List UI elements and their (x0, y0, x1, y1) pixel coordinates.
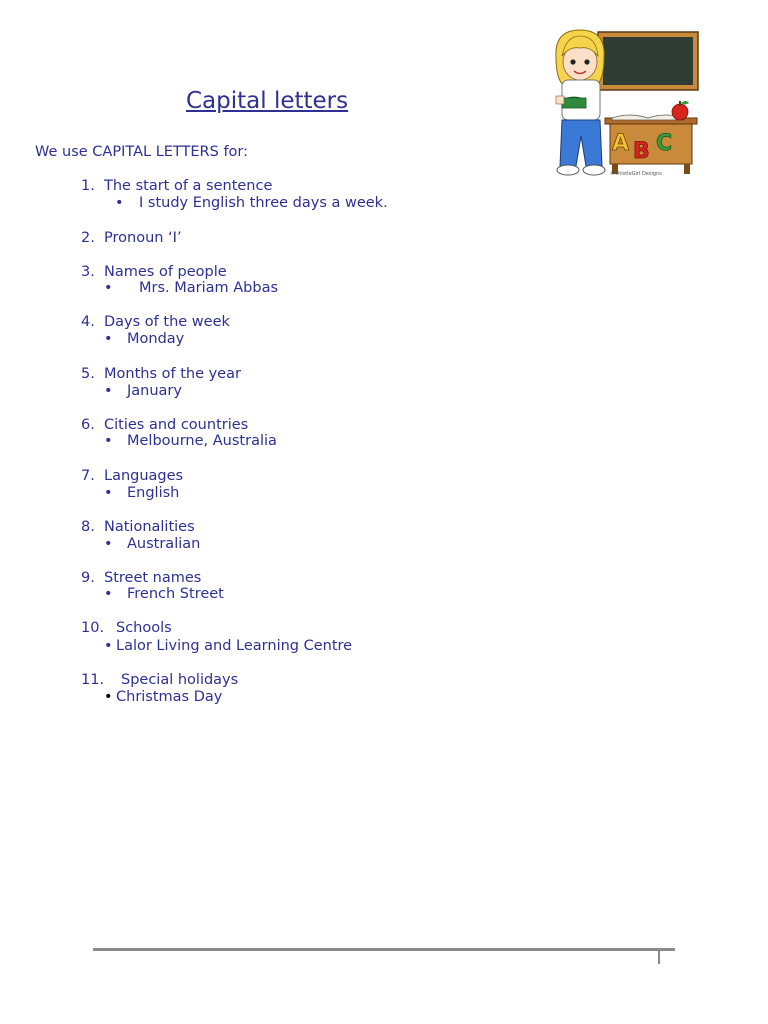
example-text: January (127, 383, 182, 399)
example-text: Melbourne, Australia (127, 433, 277, 449)
item-label: Special holidays (121, 672, 239, 688)
item-number: 8. (81, 519, 95, 535)
item-label: Street names (104, 570, 202, 586)
list-item-2 (81, 229, 182, 247)
example-8 (104, 535, 200, 553)
example-5 (104, 382, 182, 400)
item-number: 1. (81, 178, 95, 194)
item-number: 11. (81, 672, 105, 688)
item-number: 2. (81, 230, 95, 246)
example-text: Australian (127, 536, 201, 552)
item-number: 3. (81, 264, 95, 280)
bullet-icon: • (104, 586, 113, 602)
footer-rule (93, 948, 675, 951)
item-label: Schools (116, 620, 172, 636)
bullet-icon: • (104, 689, 113, 705)
example-4 (104, 330, 184, 348)
item-number: 7. (81, 468, 95, 484)
bullet-icon: • (104, 638, 113, 654)
footer-tick (658, 951, 660, 964)
bullet-icon: • (104, 485, 113, 501)
item-label: Nationalities (104, 519, 195, 535)
example-3 (104, 279, 278, 297)
item-label: Languages (104, 468, 184, 484)
example-text: Christmas Day (116, 689, 223, 705)
teacher-illustration (550, 28, 702, 180)
example-10 (104, 637, 352, 655)
letter-c: C (656, 131, 673, 156)
item-number: 6. (81, 417, 95, 433)
bullet-icon: • (104, 536, 113, 552)
list-item-8 (81, 518, 195, 536)
example-text: I study English three days a week. (139, 195, 388, 211)
bullet-icon: • (104, 433, 113, 449)
list-item-1 (81, 177, 272, 195)
item-label: Cities and countries (104, 417, 249, 433)
example-9 (104, 585, 224, 603)
letter-b: B (633, 139, 650, 164)
item-label: Pronoun ‘I’ (104, 230, 182, 246)
item-label: Names of people (104, 264, 227, 280)
bullet-icon: • (104, 280, 113, 296)
item-label: Months of the year (104, 366, 241, 382)
letter-a: A (612, 131, 630, 156)
list-item-11 (81, 671, 238, 689)
example-text: Mrs. Mariam Abbas (139, 280, 279, 296)
item-label: Days of the week (104, 314, 230, 330)
item-number: 4. (81, 314, 95, 330)
list-item-5 (81, 365, 241, 383)
example-text: Monday (127, 331, 185, 347)
item-label: The start of a sentence (104, 178, 273, 194)
example-11 (104, 688, 222, 706)
item-number: 10. (81, 620, 105, 636)
item-number: 5. (81, 366, 95, 382)
example-6 (104, 432, 277, 450)
example-text: Lalor Living and Learning Centre (116, 638, 353, 654)
page-title: Capital letters (186, 88, 349, 114)
example-7 (104, 484, 179, 502)
item-number: 9. (81, 570, 95, 586)
bullet-icon: • (115, 195, 124, 211)
example-text: English (127, 485, 180, 501)
intro-text: We use CAPITAL LETTERS for: (35, 144, 249, 160)
bullet-icon: • (104, 383, 113, 399)
list-item-7 (81, 467, 183, 485)
list-item-4 (81, 313, 230, 331)
illustration-credit: ©ThistleGirl Designs (610, 171, 662, 177)
example-1 (115, 194, 388, 212)
example-text: French Street (127, 586, 224, 602)
bullet-icon: • (104, 331, 113, 347)
list-item-10 (81, 619, 172, 637)
